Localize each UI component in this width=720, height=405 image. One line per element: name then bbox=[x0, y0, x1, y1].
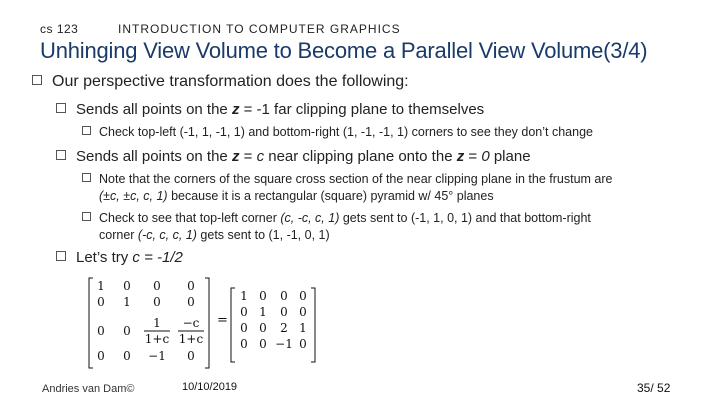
matrix-cell: −1 bbox=[275, 337, 293, 351]
text-var: c bbox=[256, 148, 265, 165]
matrix-cell: 1 bbox=[240, 289, 248, 303]
matrix-cell: 0 bbox=[123, 279, 131, 293]
matrix-cell: 1 bbox=[299, 321, 307, 335]
matrix-cell: 0 bbox=[240, 305, 248, 319]
bullet-box-icon bbox=[56, 150, 66, 160]
bracket-right-2 bbox=[311, 288, 315, 362]
matrix-cell: 0 bbox=[97, 349, 105, 363]
matrix-cell: 0 bbox=[123, 349, 131, 363]
bullet-box-icon bbox=[82, 212, 91, 221]
bullet-text: Our perspective transformation does the following: bbox=[52, 73, 409, 90]
matrix-cell: 1 bbox=[259, 305, 267, 319]
bullet-l1 bbox=[32, 73, 409, 91]
bullet-text bbox=[99, 211, 591, 225]
matrix-cell: 0 bbox=[97, 295, 105, 309]
bullet-box-icon bbox=[82, 126, 91, 135]
text-var: (-c, c, c, 1) bbox=[137, 228, 197, 242]
bullet-text bbox=[76, 148, 531, 165]
footer-author: Andries van Dam© bbox=[42, 383, 135, 395]
matrix-cell: 0 bbox=[153, 279, 161, 293]
text-seg: corner bbox=[99, 228, 138, 242]
bullet-l3-check-near bbox=[82, 210, 591, 244]
matrix-cell: 0 bbox=[187, 279, 195, 293]
matrix-cell: 0 bbox=[299, 305, 307, 319]
matrix-cell: 0 bbox=[240, 337, 248, 351]
bullet-text: Note that the corners of the square cross section of the near clipping plane in the frustum are bbox=[99, 172, 613, 186]
matrix-cell: 0 bbox=[97, 324, 105, 338]
matrix-right bbox=[240, 289, 307, 351]
bullet-l2-lets-try bbox=[56, 249, 183, 266]
matrix-cell-den: 1+c bbox=[178, 332, 204, 346]
bullet-box-icon bbox=[56, 251, 66, 261]
bullet-text bbox=[76, 249, 183, 266]
bracket-right bbox=[205, 278, 209, 368]
matrix-cell: 0 bbox=[153, 295, 161, 309]
matrix-cell: 0 bbox=[187, 349, 195, 363]
bullet-box-icon bbox=[56, 103, 66, 113]
text-seg: Sends all points on the bbox=[76, 101, 232, 118]
matrix-equation bbox=[85, 276, 345, 372]
text-var: c = -1/2 bbox=[132, 249, 183, 266]
matrix-cell: 2 bbox=[280, 321, 288, 335]
matrix-cell: 0 bbox=[280, 289, 288, 303]
text-seg: plane bbox=[489, 148, 531, 165]
text-var: (c, -c, c, 1) bbox=[280, 211, 340, 225]
text-var: z bbox=[231, 101, 240, 118]
matrix-cell: 0 bbox=[259, 337, 267, 351]
matrix-cell: 0 bbox=[299, 289, 307, 303]
bracket-left-2 bbox=[231, 288, 235, 362]
text-var: z bbox=[456, 148, 465, 165]
matrix-cell: 0 bbox=[259, 321, 267, 335]
bracket-left bbox=[89, 278, 93, 368]
matrix-cell: 0 bbox=[240, 321, 248, 335]
text-seg: Check to see that top-left corner bbox=[99, 211, 281, 225]
text-seg: = bbox=[464, 148, 482, 165]
bullet-text-cont bbox=[82, 228, 330, 242]
matrix-cell: 0 bbox=[123, 324, 131, 338]
equals-sign: = bbox=[217, 313, 228, 328]
bullet-text-cont bbox=[82, 189, 494, 203]
text-seg: gets sent to (1, -1, 0, 1) bbox=[196, 228, 330, 242]
bullet-text bbox=[76, 101, 484, 118]
matrix-cell-num: 1 bbox=[153, 316, 161, 330]
bullet-l2-near-plane bbox=[56, 148, 531, 165]
matrix-cell-den: 1+c bbox=[144, 332, 170, 346]
matrix-cell: 0 bbox=[280, 305, 288, 319]
text-var: 0 bbox=[481, 148, 490, 165]
text-seg: = bbox=[239, 148, 257, 165]
course-title: INTRODUCTION TO COMPUTER GRAPHICS bbox=[118, 22, 401, 36]
course-code: cs 123 bbox=[40, 22, 79, 36]
matrix-cell: 0 bbox=[187, 295, 195, 309]
bullet-box-icon bbox=[82, 173, 91, 182]
text-seg: = -1 far clipping plane to themselves bbox=[239, 101, 485, 118]
text-seg: Let’s try bbox=[76, 249, 133, 266]
matrix-cell: 1 bbox=[123, 295, 131, 309]
matrix-cell: 0 bbox=[299, 337, 307, 351]
bullet-l3-check-far bbox=[82, 124, 593, 141]
bullet-text: Check top-left (-1, 1, -1, 1) and bottom-right (1, -1, -1, 1) corners to see they don’t change bbox=[99, 125, 593, 139]
text-seg: gets sent to (-1, 1, 0, 1) and that bottom-right bbox=[339, 211, 591, 225]
text-var: (±c, ±c, c, 1) bbox=[99, 189, 168, 203]
matrix-cell: 0 bbox=[259, 289, 267, 303]
footer-date: 10/10/2019 bbox=[182, 381, 238, 393]
matrix-cell: −1 bbox=[148, 349, 166, 363]
text-seg: near clipping plane onto the bbox=[264, 148, 457, 165]
slide-title: Unhinging View Volume to Become a Parallel View Volume(3/4) bbox=[40, 38, 648, 63]
bullet-l3-note bbox=[82, 171, 612, 205]
matrix-left bbox=[97, 279, 204, 363]
text-seg: Sends all points on the bbox=[76, 148, 232, 165]
bullet-box-icon bbox=[32, 75, 42, 85]
text-seg: because it is a rectangular (square) pyramid w/ 45° planes bbox=[167, 189, 494, 203]
matrix-cell-num: −c bbox=[182, 316, 200, 330]
footer-page-number: 35/ 52 bbox=[637, 381, 671, 395]
matrix-cell: 1 bbox=[97, 279, 105, 293]
text-var: z bbox=[231, 148, 240, 165]
bullet-l2-far-plane bbox=[56, 101, 484, 118]
